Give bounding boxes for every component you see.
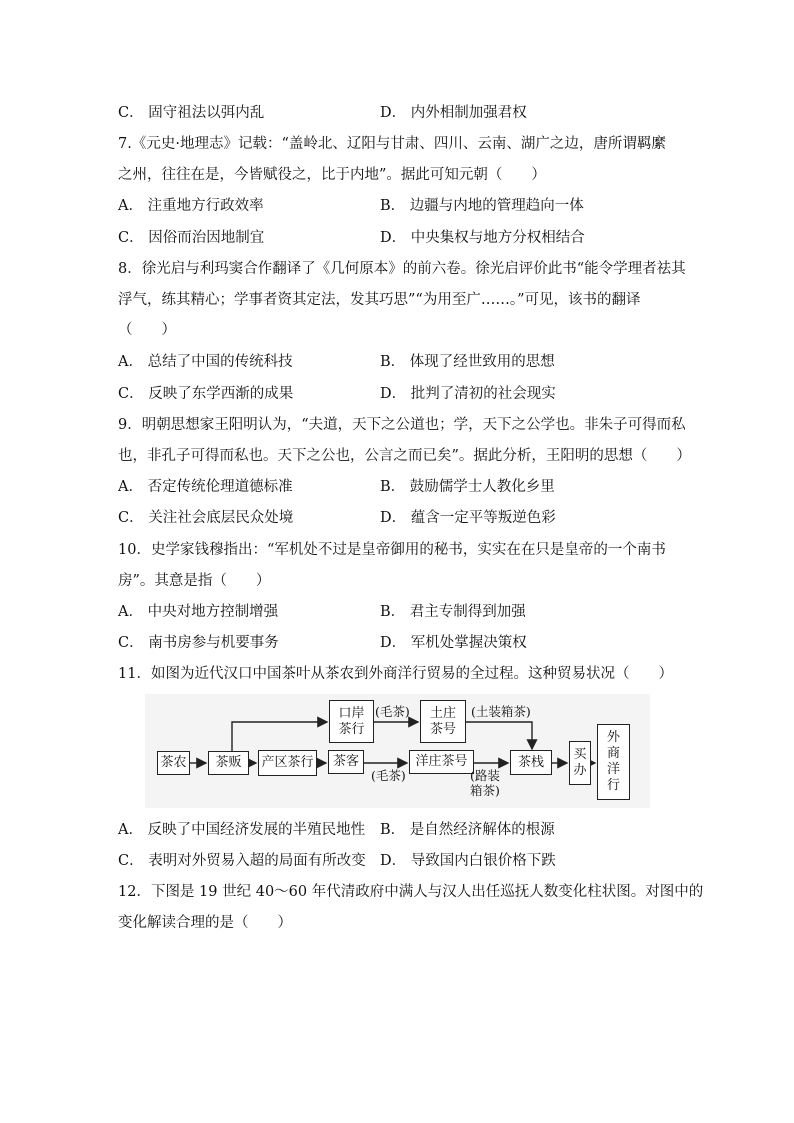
q7-option-b: B． 边疆与内地的管理趋向一体 xyxy=(380,198,584,214)
q11-option-b: B． 是自然经济解体的根源 xyxy=(380,822,555,838)
q11-option-c: C． 表明对外贸易入超的局面有所改变 xyxy=(118,853,366,869)
node-chazhan: 茶栈 xyxy=(510,750,552,775)
q9-option-c: C． 关注社会底层民众处境 xyxy=(118,510,294,526)
node-chafan: 茶贩 xyxy=(208,751,249,775)
q8-option-a: A． 总结了中国的传统科技 xyxy=(118,354,293,370)
q11-option-d: D． 导致国内白银价格下跌 xyxy=(380,853,556,869)
label-maocha-bottom: (毛茶) xyxy=(371,768,406,783)
q8-stem-line2: 浮气，练其精心；学事者资其定法，发其巧思”“为用至广……。”可见，该书的翻译 xyxy=(118,292,641,308)
q9-option-d: D． 蕴含一定平等叛逆色彩 xyxy=(380,510,556,526)
q10-option-d: D． 军机处掌握决策权 xyxy=(380,635,527,651)
node-kouan-chahang: 口岸 茶行 xyxy=(329,700,374,743)
q8-stem-line3: （ ） xyxy=(118,322,176,338)
q10-stem-line2: 房”。其意是指（ ） xyxy=(118,573,271,589)
q10-option-c: C． 南书房参与机要事务 xyxy=(118,635,279,651)
q9-option-a: A． 否定传统伦理道德标准 xyxy=(118,479,293,495)
node-tuzhuang-chahao: 土庄 茶号 xyxy=(420,700,466,743)
label-luzhuang-xiangcha: (路装 箱茶) xyxy=(470,768,500,798)
q7-option-d: D． 中央集权与地方分权相结合 xyxy=(380,230,585,246)
q7-option-c: C． 因俗而治因地制宜 xyxy=(118,230,265,246)
q10-stem-line1: 10．史学家钱穆指出：“军机处不过是皇帝御用的秘书，实实在在只是皇帝的一个南书 xyxy=(118,542,666,558)
q10-option-b: B． 君主专制得到加强 xyxy=(380,604,526,620)
label-maocha-top: (毛茶) xyxy=(375,704,410,719)
q8-option-b: B． 体现了经世致用的思想 xyxy=(380,354,555,370)
q9-option-b: B． 鼓励儒学士人教化乡里 xyxy=(380,479,555,495)
q8-option-c: C． 反映了东学西渐的成果 xyxy=(118,386,294,402)
q10-option-a: A． 中央对地方控制增强 xyxy=(118,604,279,620)
q7-stem-line1: 7.《元史·地理志》记载：“盖岭北、辽阳与甘肃、四川、云南、湖广之边，唐所谓羁縻 xyxy=(118,136,666,152)
label-tuzhuang-xiangcha: (土装箱茶) xyxy=(471,704,531,719)
node-maiban: 买 办 xyxy=(569,741,591,785)
q11-stem-line1: 11．如图为近代汉口中国茶叶从茶农到外商洋行贸易的全过程。这种贸易状况（ ） xyxy=(118,666,673,682)
q12-stem-line2: 变化解读合理的是（ ） xyxy=(118,915,292,931)
node-chanqu-chahang: 产区茶行 xyxy=(258,750,317,776)
q9-stem-line1: 9．明朝思想家王阳明认为，“夫道，天下之公道也；学，天下之公学也。非朱子可得而私 xyxy=(118,417,686,433)
q11-option-a: A． 反映了中国经济发展的半殖民地性 xyxy=(118,822,366,838)
q12-stem-line1: 12．下图是 19 世纪 40～60 年代清政府中满人与汉人出任巡抚人数变化柱状图。对图中的 xyxy=(118,884,704,900)
node-waishang-yanghang: 外 商 洋 行 xyxy=(597,724,630,800)
node-chanong: 茶农 xyxy=(157,751,190,775)
q6-option-c: C． 固守祖法以弭内乱 xyxy=(118,105,265,121)
q8-stem-line1: 8．徐光启与利玛窦合作翻译了《几何原本》的前六卷。徐光启评价此书“能令学理者祛其 xyxy=(118,261,686,277)
q8-option-d: D． 批判了清初的社会现实 xyxy=(380,386,556,402)
node-chake: 茶客 xyxy=(328,750,364,774)
q7-stem-line2: 之州，往往在是，今皆赋役之，比于内地”。据此可知元朝（ ） xyxy=(118,167,546,183)
tea-trade-flow-diagram xyxy=(145,694,650,808)
q9-stem-line2: 也，非孔子可得而私也。天下之公也，公言之而已矣”。据此分析，王阳明的思想（ ） xyxy=(118,448,691,464)
q6-option-d: D． 内外相制加强君权 xyxy=(380,105,527,121)
q7-option-a: A． 注重地方行政效率 xyxy=(118,198,264,214)
node-yangzhuang-chahao: 洋庄茶号 xyxy=(409,750,474,774)
